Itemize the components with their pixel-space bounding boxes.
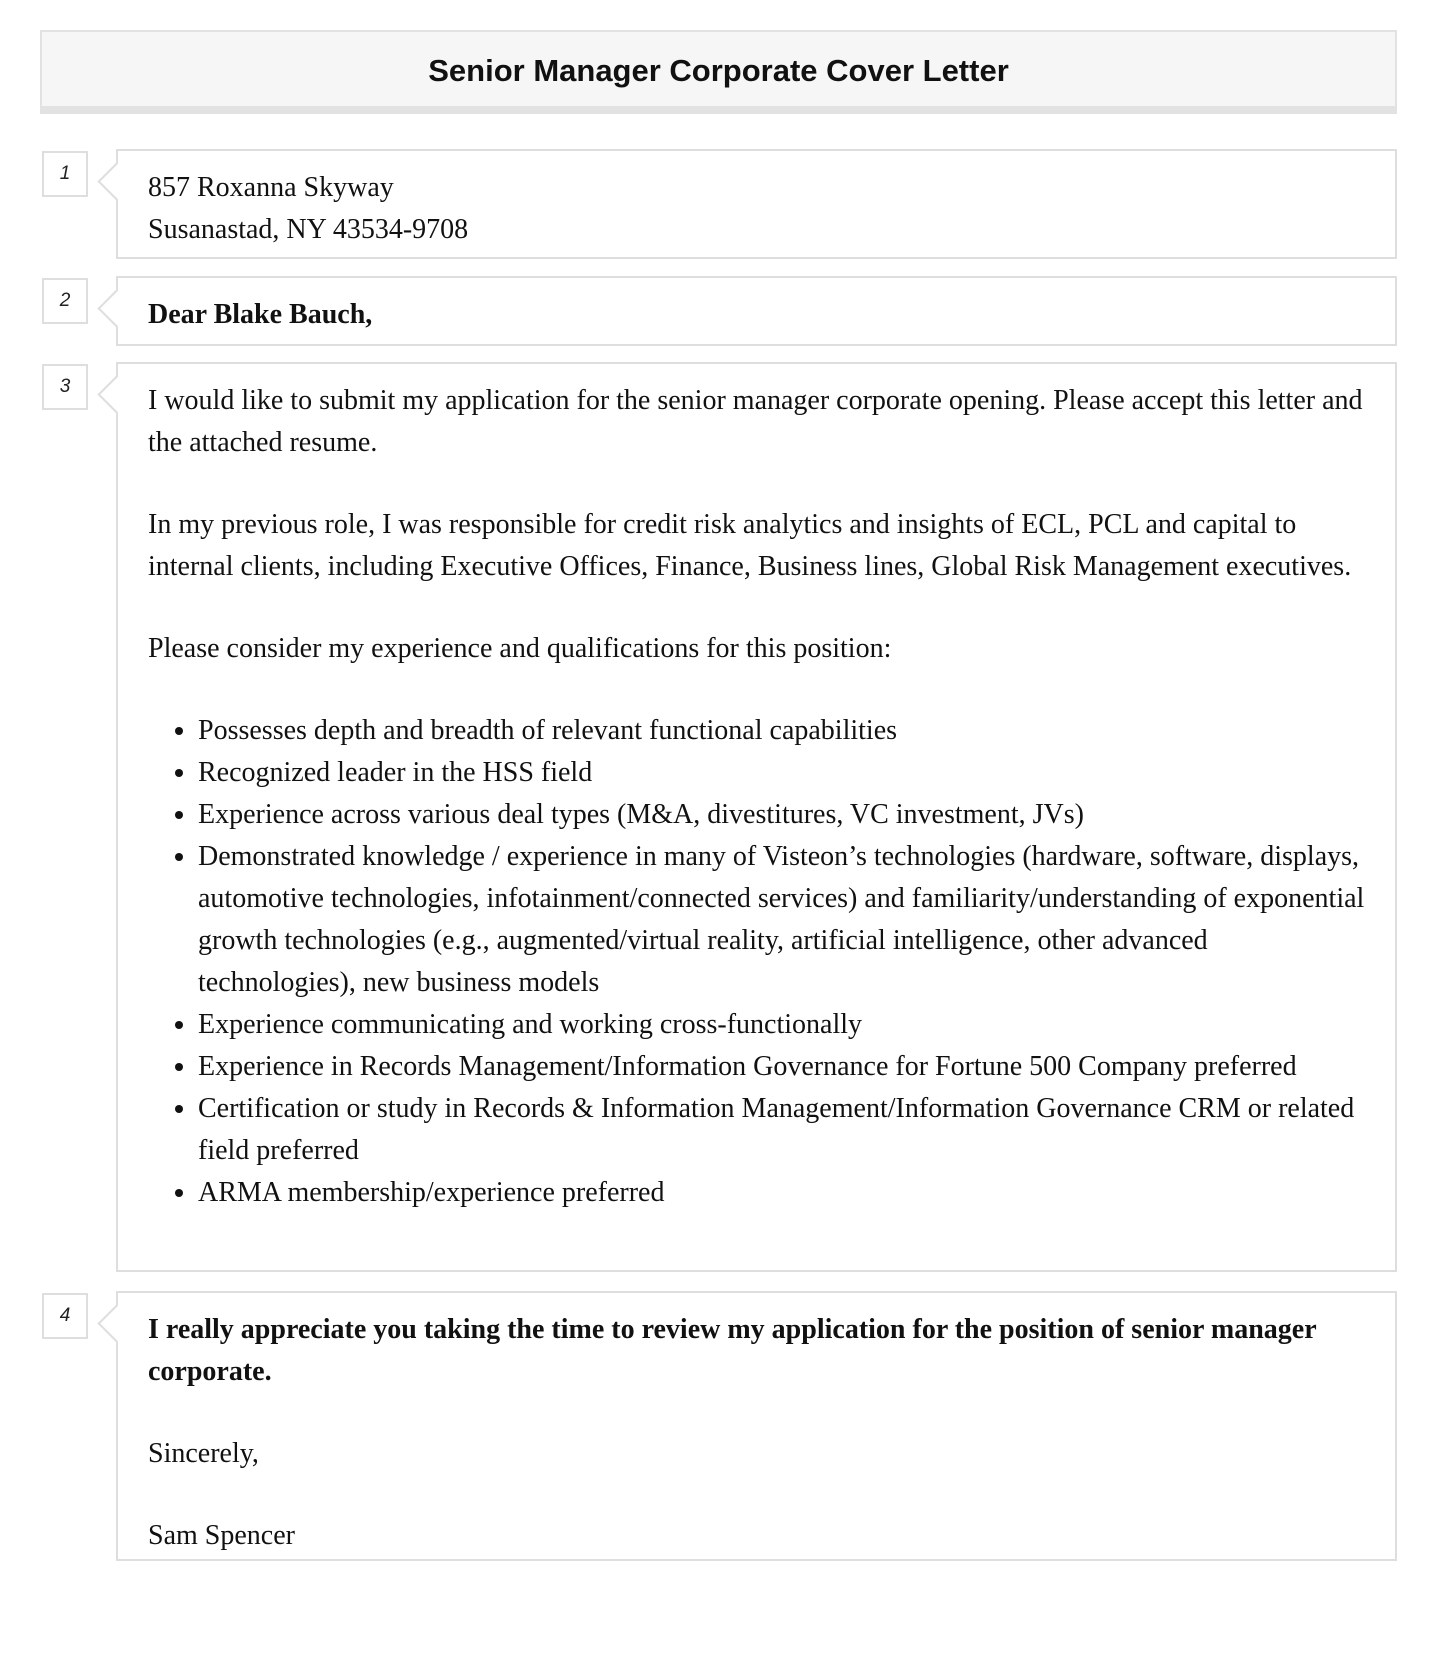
header-bar xyxy=(40,30,1397,114)
section-number-3: 3 xyxy=(42,364,88,410)
signer-name: Sam Spencer xyxy=(148,1520,295,1551)
section-number-4: 4 xyxy=(42,1293,88,1339)
qualification-item: • Possesses depth and breadth of relevant functional capabilities xyxy=(198,710,1365,752)
body-card xyxy=(116,362,1397,1272)
closing-card xyxy=(116,1291,1397,1561)
qualification-item: • Experience across various deal types (M&A, divestitures, VC investment, JVs) xyxy=(198,794,1365,836)
page-title: Senior Manager Corporate Cover Letter xyxy=(428,53,1009,88)
consider-paragraph: Please consider my experience and qualifications for this position: xyxy=(148,633,892,664)
appreciation-paragraph: I really appreciate you taking the time to review my application for the position of senior manager corporate. xyxy=(148,1314,1317,1387)
section-number-2: 2 xyxy=(42,278,88,324)
address-line-1: 857 Roxanna Skyway xyxy=(148,172,394,203)
address-line-2: Susanastad, NY 43534-9708 xyxy=(148,214,469,245)
qualification-item: • ARMA membership/experience preferred xyxy=(198,1172,1365,1214)
greeting-card xyxy=(116,276,1397,346)
qualifications-list xyxy=(148,710,1365,1214)
qualification-item: • Experience in Records Management/Information Governance for Fortune 500 Company preferred xyxy=(198,1046,1365,1088)
signoff: Sincerely, xyxy=(148,1438,259,1469)
section-number-1: 1 xyxy=(42,151,88,197)
qualification-item: • Experience communicating and working cross-functionally xyxy=(198,1004,1365,1046)
address-card xyxy=(116,149,1397,259)
greeting: Dear Blake Bauch, xyxy=(148,299,373,330)
intro-paragraph: I would like to submit my application for the senior manager corporate opening. Please accept this letter and the attached resume. xyxy=(148,385,1363,458)
qualification-item: • Recognized leader in the HSS field xyxy=(198,752,1365,794)
qualification-item: • Certification or study in Records & Information Management/Information Governance CRM or related field preferred xyxy=(198,1088,1365,1172)
experience-paragraph: In my previous role, I was responsible for credit risk analytics and insights of ECL, PCL and capital to internal clients, including Executive Offices, Finance, Business lines, Global Risk Management executives. xyxy=(148,509,1352,582)
qualification-item: • Demonstrated knowledge / experience in many of Visteon’s technologies (hardware, software, displays, automotive technologies, infotainment/connected services) and familiarity/understanding of exponential growth technologies (e.g., augmented/virtual reality, artificial intelligence, other advanced technologies), new business models xyxy=(198,836,1365,1004)
